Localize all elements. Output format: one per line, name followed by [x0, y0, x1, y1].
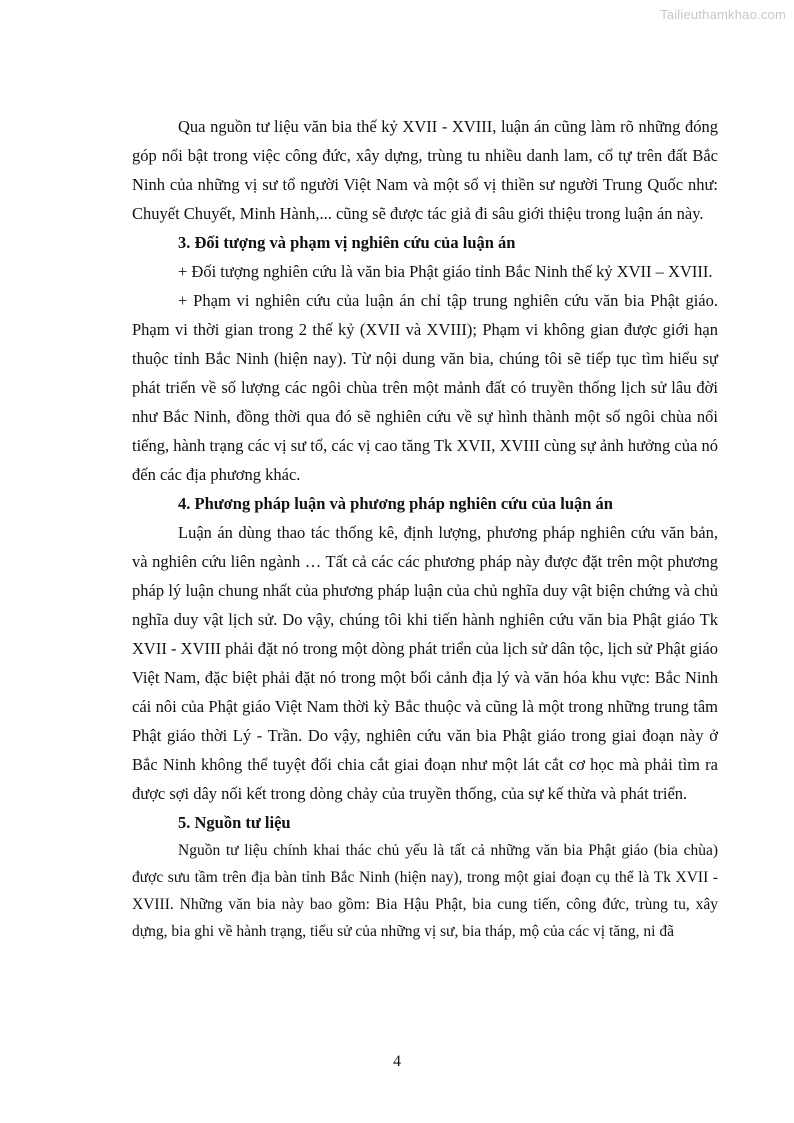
heading-section-3: 3. Đối tượng và phạm vị nghiên cứu của luận án — [178, 233, 516, 252]
paragraph-research-scope: + Phạm vi nghiên cứu của luận án chỉ tập trung nghiên cứu văn bia Phật giáo. Phạm vi thời gian trong 2 thế kỷ (XVII và XVIII); Phạm vi không gian được giới hạn thuộc tỉnh Bắc Ninh (hiện nay). Từ nội dung văn bia, chúng tôi sẽ tiếp tục tìm hiểu sự phát triển về số lượng các ngôi chùa trên một mảnh đất có truyền thống lịch sử lâu đời như Bắc Ninh, đồng thời qua đó sẽ nghiên cứu về sự hình thành một số ngôi chùa nổi tiếng, hành trạng các vị sư tổ, các vị cao tăng Tk XVII, XVIII cùng sự ảnh hưởng của nó đến các địa phương khác. — [132, 291, 718, 484]
document-body — [132, 112, 718, 945]
watermark-text: Tailieuthamkhao.com — [660, 7, 786, 22]
page-number: 4 — [393, 1053, 401, 1070]
paragraph-sources: Nguồn tư liệu chính khai thác chủ yếu là tất cả những văn bia Phật giáo (bia chùa) được sưu tầm trên địa bàn tỉnh Bắc Ninh (hiện nay), trong một giai đoạn cụ thể là Tk XVII - XVIII. Những văn bia này bao gồm: Bia Hậu Phật, bia cung tiến, công đức, trùng tu, xây dựng, bia ghi về hành trạng, tiểu sử của những vị sư, bia tháp, mộ của các vị tăng, ni đã — [132, 842, 718, 940]
paragraph-methodology: Luận án dùng thao tác thống kê, định lượng, phương pháp nghiên cứu văn bản, và nghiên cứu liên ngành … Tất cả các các phương pháp này được đặt trên một phương pháp lý luận chung nhất của phương pháp luận của chủ nghĩa duy vật biện chứng và chủ nghĩa duy vật lịch sử. Do vậy, chúng tôi khi tiến hành nghiên cứu văn bia Phật giáo Tk XVII - XVIII phải đặt nó trong một dòng phát triển của lịch sử dân tộc, lịch sử Phật giáo Việt Nam, đặc biệt phải đặt nó trong một bối cảnh địa lý và văn hóa khu vực: Bắc Ninh cái nôi của Phật giáo Việt Nam thời kỳ Bắc thuộc và cũng là một trong những trung tâm Phật giáo thời Lý - Trần. Do vậy, nghiên cứu văn bia Phật giáo trong giai đoạn này ở Bắc Ninh không thể tuyệt đối chia cắt giai đoạn như một lát cắt cơ học mà phải tìm ra được sợi dây nối kết trong dòng chảy của truyền thống, của sự kế thừa và phát triển. — [132, 523, 718, 803]
paragraph-research-object: + Đối tượng nghiên cứu là văn bia Phật giáo tỉnh Bắc Ninh thế kỷ XVII – XVIII. — [178, 262, 713, 281]
paragraph-contributions: Qua nguồn tư liệu văn bia thế kỷ XVII - XVIII, luận án cũng làm rõ những đóng góp nổi bật trong việc công đức, xây dựng, trùng tu nhiều danh lam, cổ tự trên đất Bắc Ninh của những vị sư tổ người Việt Nam và một số vị thiền sư người Trung Quốc như: Chuyết Chuyết, Minh Hành,... cũng sẽ được tác giả đi sâu giới thiệu trong luận án này. — [132, 117, 718, 223]
heading-section-4: 4. Phương pháp luận và phương pháp nghiên cứu của luận án — [178, 494, 613, 513]
heading-section-5: 5. Nguồn tư liệu — [178, 813, 291, 832]
